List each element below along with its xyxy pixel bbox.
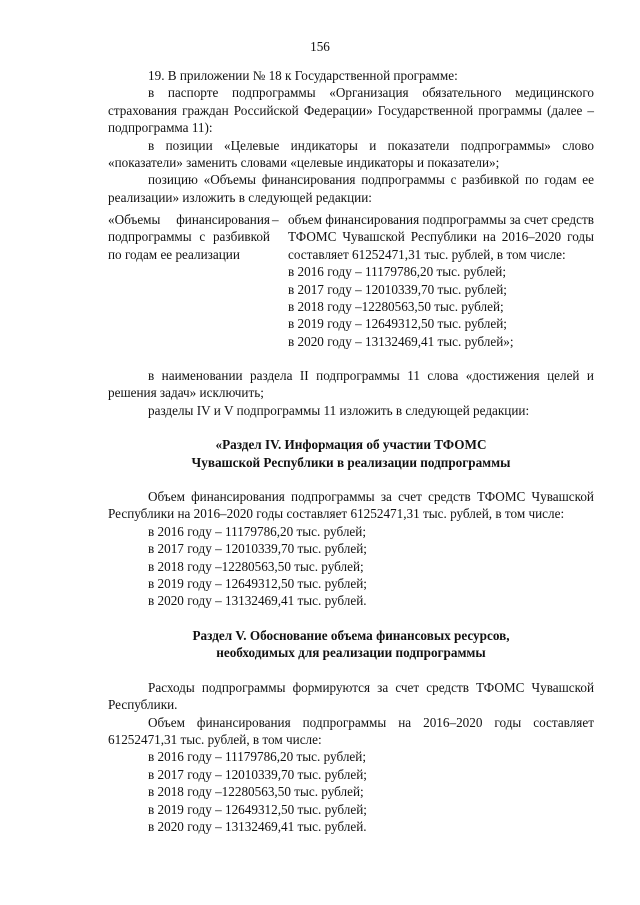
section5-years [108, 748, 594, 835]
intro-paragraph-2: в позиции «Целевые индикаторы и показатели подпрограммы» слово «показатели» заменить словами «целевые индикаторы и показатели»; [108, 137, 594, 171]
section5-year-line: в 2018 году –12280563,50 тыс. рублей; [148, 784, 364, 800]
passport-row-intro: объем финансирования подпрограммы за счет средств ТФОМС Чувашской Республики на 2016–2020 годы составляет 61252471,31 тыс. рублей, в том числе: [288, 212, 594, 262]
section5-year-line: в 2017 году – 12010339,70 тыс. рублей; [148, 766, 367, 782]
section5-title: Раздел V. Обоснование объема финансовых ресурсов, [192, 627, 510, 643]
passport-row-dash: – [272, 212, 279, 227]
intro-paragraph-1: в паспорте подпрограммы «Организация обязательного медицинского страхования граждан Российской Федерации» Государственной программы (далее – подпрограмма 11): [108, 85, 594, 136]
section4-year-line: в 2016 году – 11179786,20 тыс. рублей; [148, 523, 366, 539]
section4-year-line: в 2019 году – 12649312,50 тыс. рублей; [148, 576, 367, 592]
section4-title: Чувашской Республики в реализации подпрограммы [191, 454, 511, 470]
section4-year-line: в 2018 году –12280563,50 тыс. рублей; [148, 558, 364, 574]
passport-year-line: в 2016 году – 11179786,20 тыс. рублей; [288, 264, 506, 280]
passport-year-line: в 2018 году –12280563,50 тыс. рублей; [288, 299, 504, 315]
section5-year-line: в 2020 году – 13132469,41 тыс. рублей. [148, 818, 367, 834]
passport-year-line: в 2017 году – 12010339,70 тыс. рублей; [288, 281, 507, 297]
section5-paragraph-1: Расходы подпрограммы формируются за счет средств ТФОМС Чувашской Республики. [108, 679, 594, 713]
item-heading: 19. В приложении № 18 к Государственной программе: [148, 68, 458, 83]
intro-paragraph-3: позицию «Объемы финансирования подпрограммы с разбивкой по годам ее реализации» изложить в следующей редакции: [108, 172, 594, 205]
intro-block [108, 67, 594, 206]
main-block [108, 367, 594, 835]
passport-year-line: в 2019 году – 12649312,50 тыс. рублей; [288, 316, 507, 332]
section4-year-line: в 2017 году – 12010339,70 тыс. рублей; [148, 541, 367, 557]
section5-paragraph-2: Объем финансирования подпрограммы на 2016–2020 годы составляет 61252471,31 тыс. рублей, в том числе: [108, 714, 594, 747]
page-number: 156 [310, 39, 330, 54]
section5-title: необходимых для реализации подпрограммы [216, 645, 486, 661]
section5-year-line: в 2019 году – 12649312,50 тыс. рублей; [148, 801, 367, 817]
passport-year-line: в 2020 году – 13132469,41 тыс. рублей»; [288, 333, 514, 349]
section5-year-line: в 2016 году – 11179786,20 тыс. рублей; [148, 749, 366, 765]
section4-years [108, 523, 594, 610]
after-paragraph-1: в наименовании раздела II подпрограммы 11 слова «достижения целей и решения задач» исключить; [108, 368, 594, 401]
passport-row-value [288, 211, 594, 350]
section4-year-line: в 2020 году – 13132469,41 тыс. рублей. [148, 593, 367, 609]
after-paragraph-2: разделы IV и V подпрограммы 11 изложить в следующей редакции: [148, 402, 530, 418]
passport-row-label: «Объемы финансирования подпрограммы с разбивкой по годам ее реализации [108, 212, 270, 262]
section4-title: «Раздел IV. Информация об участии ТФОМС [215, 437, 487, 453]
section4-intro: Объем финансирования подпрограммы за счет средств ТФОМС Чувашской Республики на 2016–2020 годы составляет 61252471,31 тыс. рублей, в том числе: [108, 489, 594, 522]
